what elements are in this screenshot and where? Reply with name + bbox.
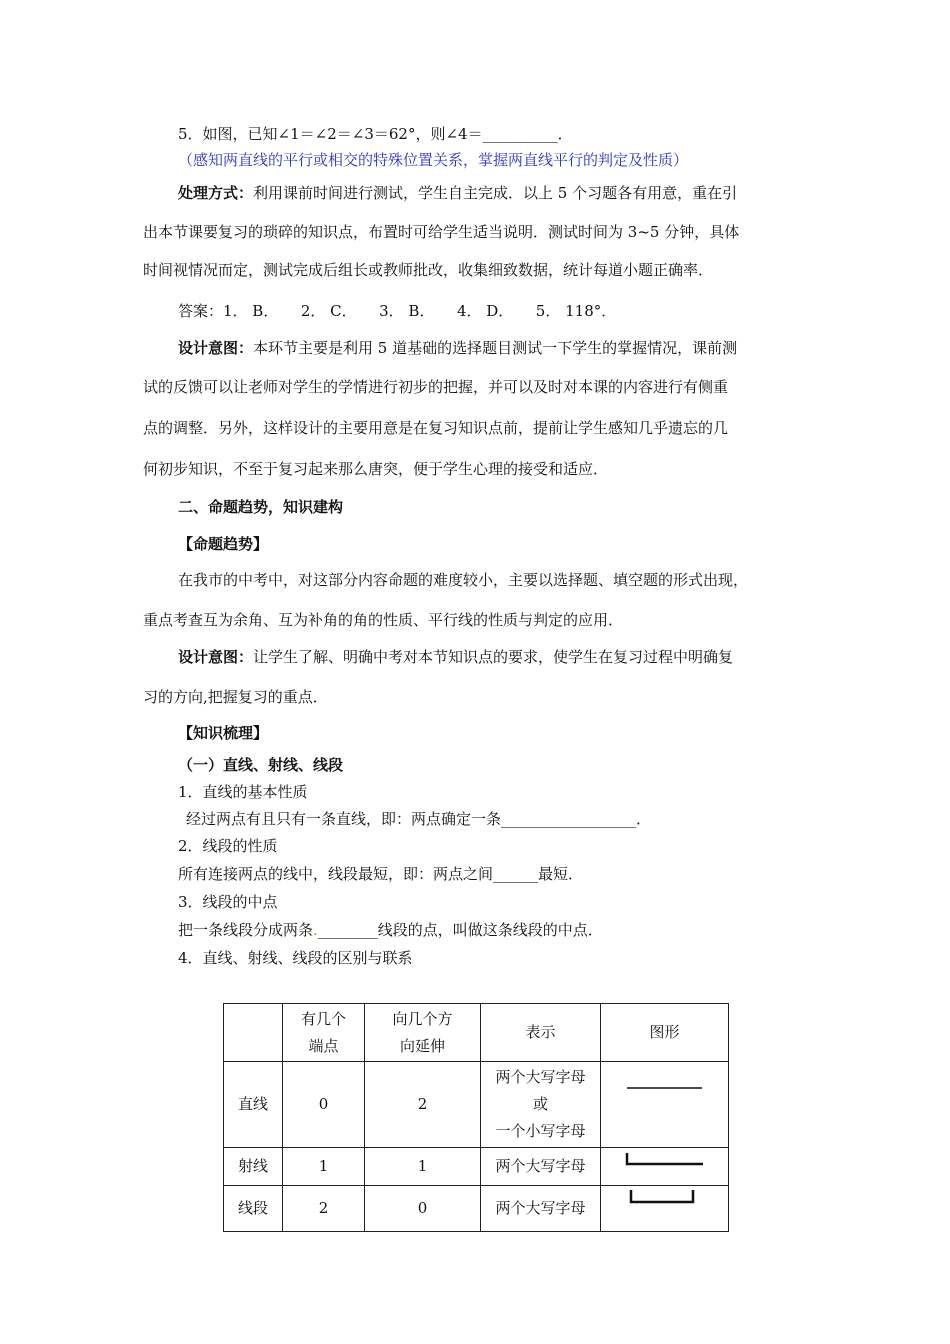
header-cell-empty (224, 1004, 283, 1062)
knowledge-sub1: （一）直线、射线、线段 (178, 756, 344, 774)
question-5: 5．如图，已知∠1＝∠2＝∠3＝62°，则∠4＝__________． (178, 125, 573, 143)
item3-text-pre: 把一条线段分成两条 (178, 921, 314, 939)
row-directions-ray: 1 (365, 1148, 481, 1186)
row-notation-ray: 两个大写字母 (481, 1148, 601, 1186)
straight-line-figure (601, 1080, 729, 1120)
trend-line1: 在我市的中考中，对这部分内容命题的难度较小，主要以选择题、填空题的形式出现， (178, 571, 749, 589)
design-para-line1 (178, 338, 737, 358)
row-figure-line (601, 1062, 729, 1148)
header-cell-directions (365, 1004, 481, 1062)
design2-para-line1 (178, 647, 733, 667)
header-endpoints-line1: 有几个 (300, 1009, 346, 1028)
notation-line-a: 两个大写字母 (495, 1068, 586, 1086)
handling-text-1: 利用课前时间进行测试，学生自主完成．以上 5 个习题各有用意，重在引 (253, 184, 738, 202)
design2-para-line2: 习的方向,把握复习的重点． (143, 688, 328, 706)
table-row (224, 1062, 729, 1148)
notation-line-b: 或 (532, 1095, 548, 1113)
handling-label: 处理方式： (178, 184, 254, 202)
item3-title: 3．线段的中点 (178, 893, 278, 911)
design-label: 设计意图： (178, 339, 254, 357)
design2-text-1: 让学生了解、明确中考对本节知识点的要求，使学生在复习过程中明确复 (253, 648, 734, 666)
design-para-line4: 何初步知识，不至于复习起来那么唐突，便于学生心理的接受和适应． (143, 460, 609, 478)
row-figure-segment (601, 1186, 729, 1232)
design-text-1: 本环节主要是利用 5 道基础的选择题目测试一下学生的掌握情况，课前测 (253, 339, 738, 357)
item4-title: 4．直线、射线、线段的区别与联系 (178, 949, 413, 967)
trend-title: 【命题趋势】 (178, 535, 269, 553)
design-para-line3: 点的调整．另外，这样设计的主要用意是在复习知识点前，提前让学生感知几乎遗忘的几 (143, 419, 729, 437)
item2-title: 2．线段的性质 (178, 837, 278, 855)
line-comparison-table (223, 1003, 729, 1232)
table-row (224, 1148, 729, 1186)
ray-figure (601, 1148, 729, 1176)
header-directions-line1: 向几个方 (392, 1009, 453, 1028)
row-notation-line (481, 1062, 601, 1148)
handling-para-line3: 时间视情况而定，测试完成后组长或教师批改，收集细致数据，统计每道小题正确率． (143, 261, 714, 279)
table-row (224, 1186, 729, 1232)
item3-text (178, 920, 603, 940)
segment-figure (601, 1186, 729, 1222)
item1-title: 1．直线的基本性质 (178, 783, 308, 801)
question-5-note: （感知两直线的平行或相交的特殊位置关系，掌握两直线平行的判定及性质） (178, 151, 689, 169)
handling-para-line1 (178, 183, 737, 203)
row-notation-segment: 两个大写字母 (481, 1186, 601, 1232)
row-name-segment: 线段 (224, 1186, 283, 1232)
header-cell-endpoints (283, 1004, 365, 1062)
design-para-line2: 试的反馈可以让老师对学生的学情进行初步的把握，并可以及时对本课的内容进行有侧重 (143, 378, 729, 396)
header-cell-notation: 表示 (481, 1004, 601, 1062)
row-endpoints-line: 0 (283, 1062, 365, 1148)
answers: 答案：1． B． 2． C． 3． B． 4． D． 5． 118°． (178, 302, 617, 320)
item3-text-post: ________线段的点，叫做这条线段的中点． (317, 921, 603, 939)
header-directions-line2: 向延伸 (399, 1036, 445, 1055)
item1-text: 经过两点有且只有一条直线，即：两点确定一条__________________． (186, 810, 652, 828)
item3-text-dot: . (313, 921, 318, 939)
trend-line2: 重点考查互为余角、互为补角的角的性质、平行线的性质与判定的应用． (143, 611, 624, 629)
row-name-line: 直线 (224, 1062, 283, 1148)
header-endpoints-line2: 端点 (308, 1036, 339, 1055)
knowledge-title: 【知识梳理】 (178, 724, 269, 742)
header-cell-figure: 图形 (601, 1004, 729, 1062)
row-figure-ray (601, 1148, 729, 1186)
item2-text: 所有连接两点的线中，线段最短，即：两点之间______最短． (178, 865, 584, 883)
handling-para-line2: 出本节课要复习的琐碎的知识点，布置时可给学生适当说明．测试时间为 3~5 分钟，具体 (143, 223, 740, 241)
section-2-title: 二、命题趋势，知识建构 (178, 498, 344, 516)
row-endpoints-segment: 2 (283, 1186, 365, 1232)
row-name-ray: 射线 (224, 1148, 283, 1186)
row-endpoints-ray: 1 (283, 1148, 365, 1186)
design2-label: 设计意图： (178, 648, 254, 666)
row-directions-segment: 0 (365, 1186, 481, 1232)
row-directions-line: 2 (365, 1062, 481, 1148)
table-header-row (224, 1004, 729, 1062)
notation-line-c: 一个小写字母 (495, 1122, 586, 1140)
